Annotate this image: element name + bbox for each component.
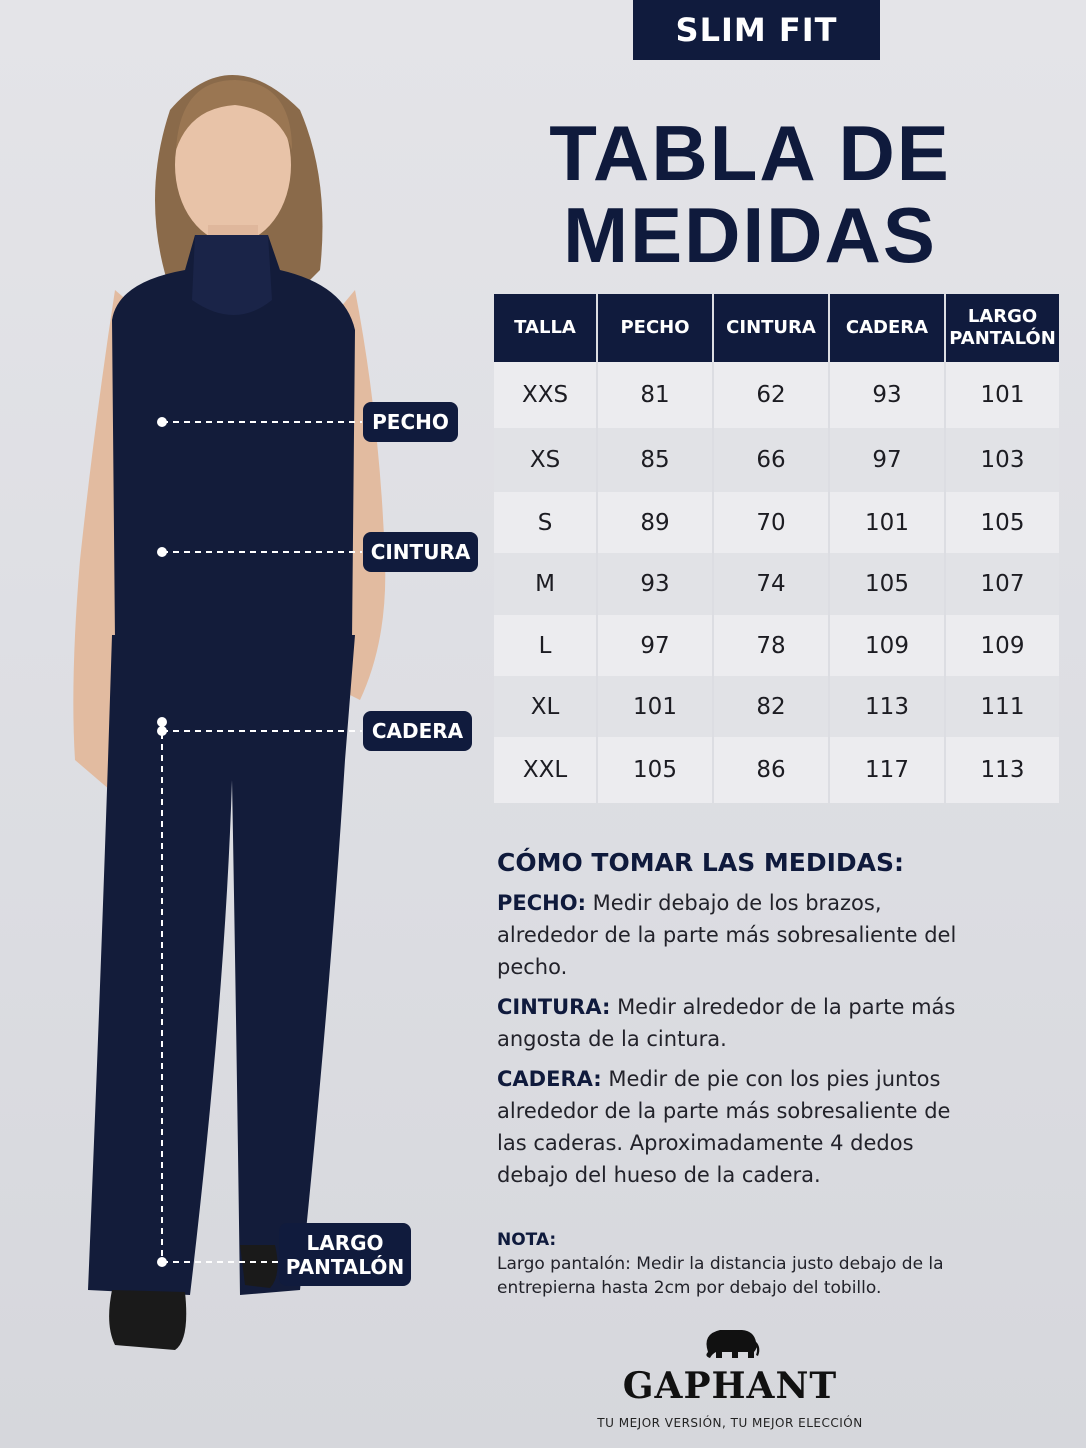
cell-chest: 81 [598,362,714,428]
cell-inseam: 111 [980,693,1025,720]
cell-inseam: 109 [980,632,1025,659]
table-header-row [494,294,1059,362]
cell-hip: 93 [830,362,946,428]
title-line-2: MEDIDAS [563,191,937,279]
cell-hip: 109 [830,615,946,676]
header-hip: CADERA [830,294,946,362]
brand-logo [580,1322,880,1430]
tag-inseam-line1: LARGO [306,1230,384,1255]
howto-item-hip [497,1063,977,1191]
note-label: NOTA: [497,1230,557,1250]
note-text: Largo pantalón: Medir la distancia justo debajo de la entrepierna hasta 2cm por debajo del tobillo. [497,1254,944,1298]
cell-waist: 70 [714,492,830,553]
note [497,1230,977,1300]
page-title [520,109,980,279]
size-table [494,294,1059,803]
howto-item-chest [497,887,977,983]
howto-text-waist: Medir alrededor de la parte más angosta de la cintura. [497,995,956,1051]
cell-hip: 117 [830,737,946,803]
cell-waist: 78 [714,615,830,676]
cell-hip: 105 [830,553,946,615]
table-row [494,492,1059,553]
table-row [494,553,1059,615]
fit-badge: SLIM FIT [633,0,880,60]
howto-term-waist: CINTURA: [497,995,611,1019]
cell-size: L [494,615,598,676]
title-line-1: TABLA DE [549,109,951,197]
cell-chest: 89 [598,492,714,553]
cell-size: XL [494,676,598,737]
cell-size: XXS [494,362,598,428]
cell-size: M [494,553,598,615]
table-row [494,737,1059,803]
cell-chest: 97 [598,615,714,676]
howto-text-hip: Medir de pie con los pies juntos alrededor de la parte más sobresaliente de las caderas. Aproximadamente 4 dedos debajo del hueso de la cadera. [497,1067,951,1187]
cell-inseam: 101 [980,382,1025,408]
model-photo [0,0,490,1448]
cell-waist: 66 [714,428,830,492]
cell-hip: 113 [830,676,946,737]
cell-waist: 62 [714,362,830,428]
table-body [494,362,1059,803]
cell-waist: 74 [714,553,830,615]
elephant-icon [698,1322,762,1362]
header-size: TALLA [494,294,598,362]
cell-inseam: 103 [980,447,1025,473]
how-to-measure [497,848,977,1199]
tag-hip-label: CADERA [371,719,464,743]
tag-inseam-line2: PANTALÓN [285,1254,405,1279]
table-row [494,676,1059,737]
cell-inseam: 107 [980,571,1025,597]
header-waist: CINTURA [714,294,830,362]
header-inseam: LARGO PANTALÓN [946,294,1059,362]
tag-chest-label: PECHO [372,410,449,434]
brand-tagline: TU MEJOR VERSIÓN, TU MEJOR ELECCIÓN [597,1416,863,1430]
howto-item-waist [497,991,977,1055]
howto-term-hip: CADERA: [497,1067,602,1091]
tag-waist-label: CINTURA [370,540,471,564]
howto-term-chest: PECHO: [497,891,586,915]
cell-chest: 105 [598,737,714,803]
cell-waist: 86 [714,737,830,803]
tag-inseam [279,1223,411,1286]
howto-text-chest: Medir debajo de los brazos, alrededor de la parte más sobresaliente del pecho. [497,891,957,979]
cell-chest: 101 [598,676,714,737]
cell-hip: 97 [830,428,946,492]
tag-chest [363,402,458,442]
tag-waist [363,532,478,572]
howto-title: CÓMO TOMAR LAS MEDIDAS: [497,848,905,877]
cell-inseam: 105 [980,509,1025,536]
cell-chest: 93 [598,553,714,615]
cell-chest: 85 [598,428,714,492]
table-row [494,362,1059,428]
cell-waist: 82 [714,676,830,737]
table-row [494,428,1059,492]
table-row [494,615,1059,676]
cell-inseam: 113 [980,757,1025,783]
cell-size: XS [494,428,598,492]
brand-name: GAPHANT [622,1365,838,1407]
cell-size: XXL [494,737,598,803]
header-chest: PECHO [598,294,714,362]
cell-hip: 101 [830,492,946,553]
tag-hip [363,711,472,751]
cell-size: S [494,492,598,553]
